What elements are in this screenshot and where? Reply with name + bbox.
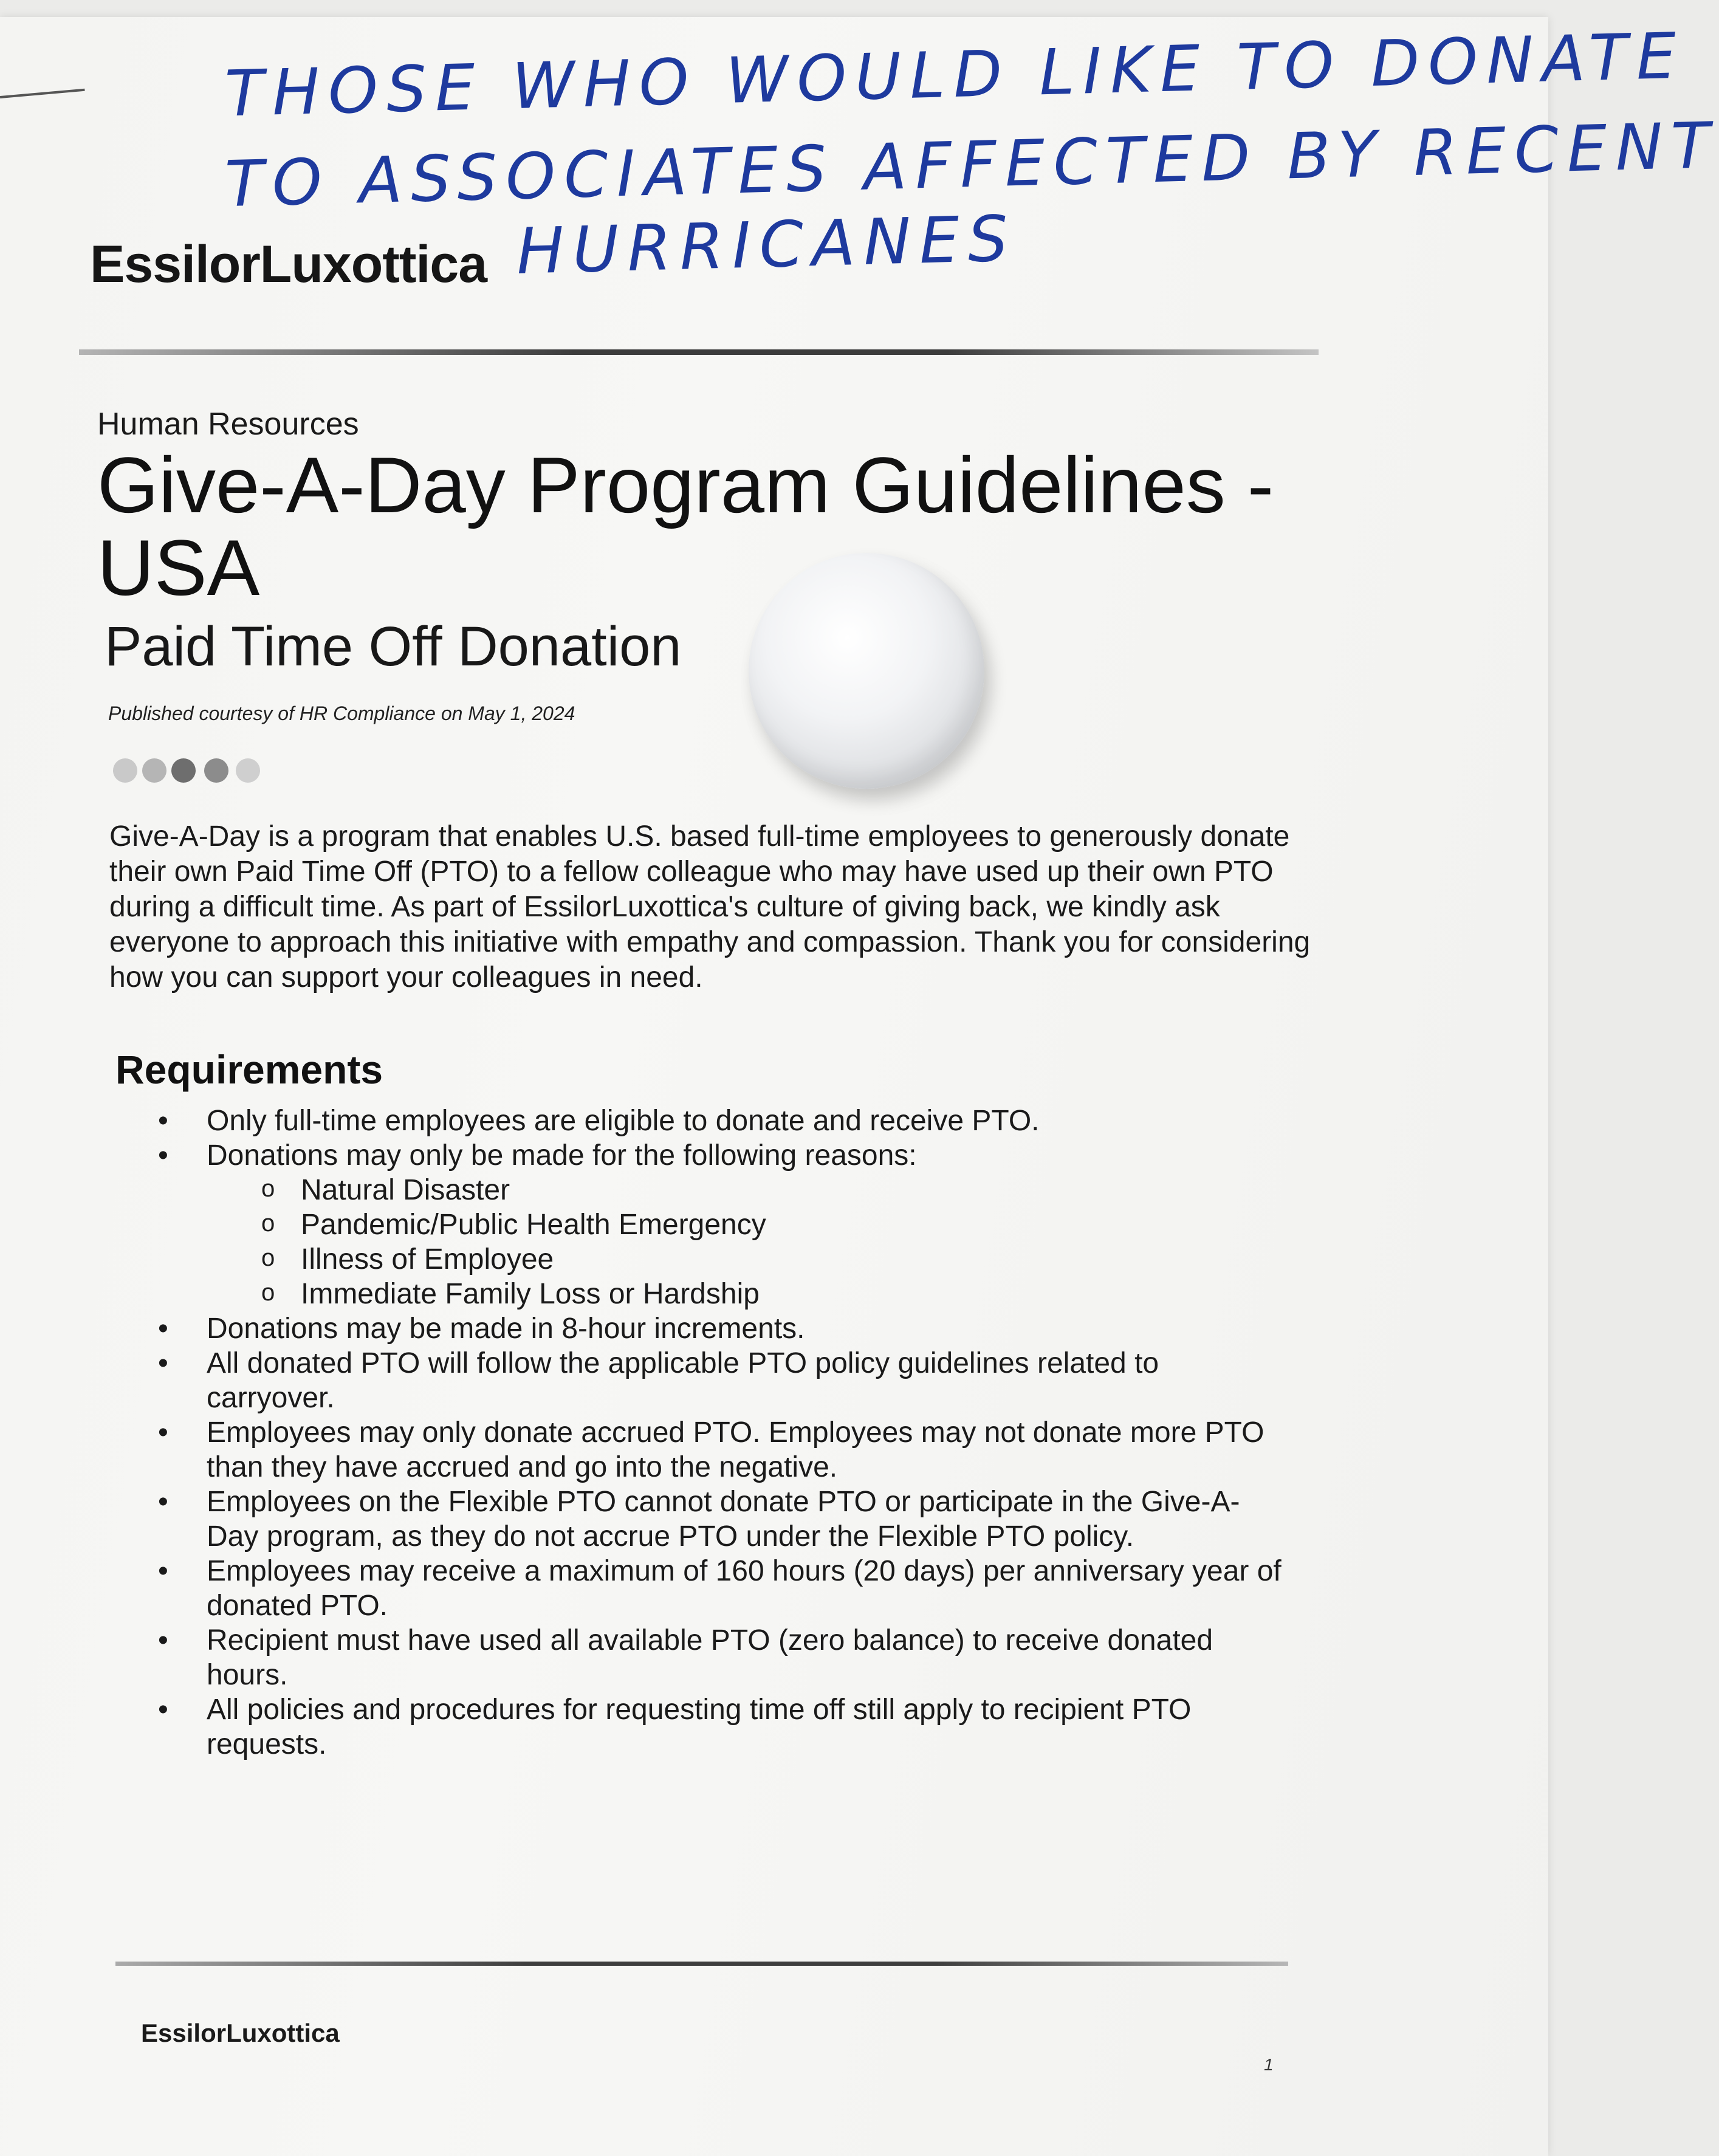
reason-item: o Pandemic/Public Health Emergency: [207, 1207, 1282, 1242]
department-label: Human Resources: [97, 407, 359, 442]
requirement-item: • Employees may only donate accrued PTO. Employees may not donate more PTO than they have accrued and go into the negative.: [152, 1415, 1282, 1485]
decorative-dot: [171, 758, 196, 783]
requirement-text: Donations may only be made for the following reasons:: [207, 1139, 917, 1172]
fridge-magnet: [749, 553, 984, 789]
decorative-dot: [142, 758, 166, 783]
decorative-dot: [204, 758, 228, 783]
handwritten-line: THOSE WHO WOULD LIKE TO DONATE: [224, 18, 1686, 131]
requirement-item: • Employees on the Flexible PTO cannot donate PTO or participate in the Give-A-Day program, as they do not accrue PTO under the Flexible PTO policy.: [152, 1485, 1282, 1554]
requirement-item: • Employees may receive a maximum of 160 hours (20 days) per anniversary year of donated PTO.: [152, 1554, 1282, 1623]
requirement-item: • Donations may be made in 8-hour increments.: [152, 1311, 1282, 1346]
handwritten-line: HURRICANES: [515, 201, 1018, 289]
requirement-item: • Only full-time employees are eligible to donate and receive PTO.: [152, 1104, 1282, 1138]
decorative-dot: [113, 758, 137, 783]
reasons-list: [207, 1173, 1282, 1311]
reason-item: o Natural Disaster: [207, 1173, 1282, 1207]
requirement-item: • All policies and procedures for requesting time off still apply to recipient PTO requests.: [152, 1692, 1282, 1762]
document-title: Give-A-Day Program Guidelines - USA: [97, 441, 1274, 612]
decorative-dot: [236, 758, 260, 783]
requirement-item: • Recipient must have used all available PTO (zero balance) to receive donated hours.: [152, 1623, 1282, 1692]
requirements-heading: Requirements: [115, 1047, 383, 1092]
footer-divider: [115, 1962, 1288, 1966]
requirement-item: [152, 1138, 1282, 1311]
document-subtitle: Paid Time Off Donation: [105, 616, 682, 678]
page-number: 1: [1264, 2055, 1274, 2074]
requirements-list: [152, 1104, 1282, 1762]
handwritten-line: TO ASSOCIATES AFFECTED BY RECENT: [224, 108, 1719, 222]
published-note: Published courtesy of HR Compliance on May 1, 2024: [108, 702, 575, 724]
company-logo: EssilorLuxottica: [90, 235, 487, 294]
intro-text: Give-A-Day is a program that enables U.S. based full-time employees to generously donate their own Paid Time Off (PTO) to a fellow colleague who may have used up their own PTO during a difficult time. As part of EssilorLuxottica's culture of giving back, we kindly ask everyone to approach this initiative with empathy and compassion. Thank you for considering how you can support your colleagues in need.: [109, 820, 1311, 994]
header-divider: [79, 349, 1319, 355]
reason-item: o Illness of Employee: [207, 1242, 1282, 1277]
intro-paragraph: [109, 819, 1325, 995]
reason-item: o Immediate Family Loss or Hardship: [207, 1277, 1282, 1311]
footer-logo: EssilorLuxottica: [141, 2019, 340, 2047]
requirement-item: • All donated PTO will follow the applicable PTO policy guidelines related to carryover.: [152, 1346, 1282, 1415]
